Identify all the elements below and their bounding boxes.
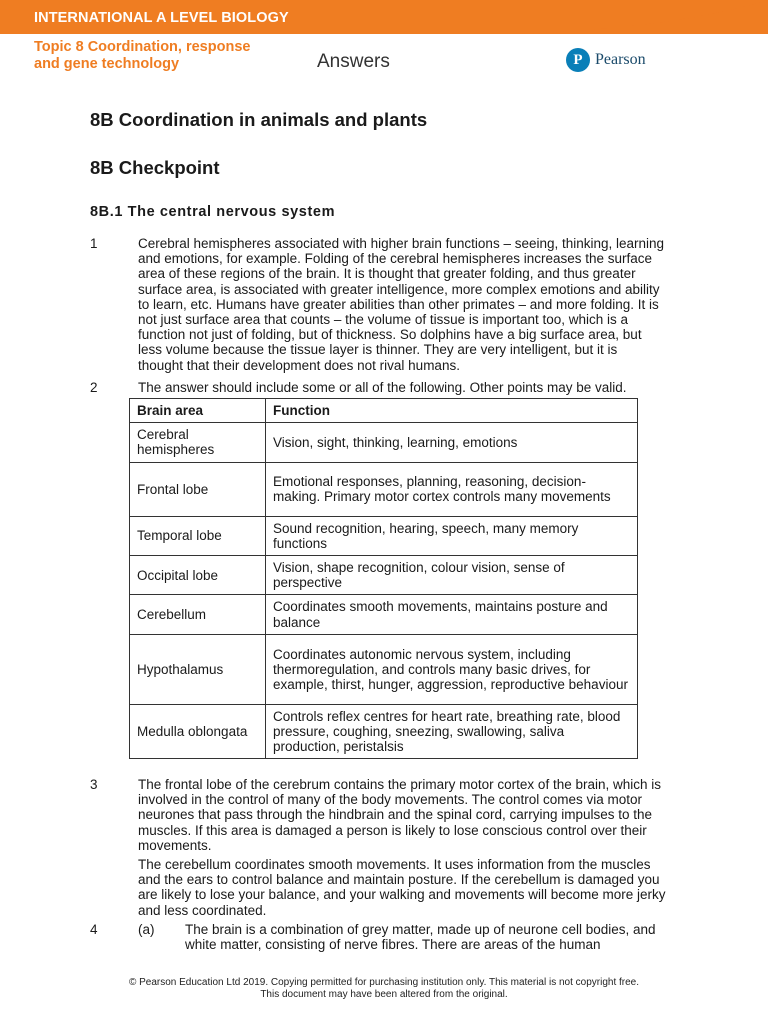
table-row xyxy=(130,462,638,516)
question-2-number: 2 xyxy=(90,380,98,395)
table-cell-area: Occipital lobe xyxy=(130,556,266,595)
table-cell-function: Controls reflex centres for heart rate, breathing rate, blood pressure, coughing, sneezing, swallowing, saliva production, peristalsis xyxy=(266,704,638,759)
table-cell-area: Cerebral hemispheres xyxy=(130,423,266,462)
topic-heading xyxy=(34,39,250,73)
footer-line-1: © Pearson Education Ltd 2019. Copying permitted for purchasing institution only. This material is not copyright free. xyxy=(128,977,640,988)
question-3-answer-para-2: The cerebellum coordinates smooth movements. It uses information from the muscles and the ears to control balance and maintain posture. If the cerebellum is damaged you are likely to lose your balance, and your walking and movements will become more jerky and less coordinated. xyxy=(138,857,666,918)
footer-line-2: This document may have been altered from the original. xyxy=(260,989,508,1000)
copyright-footer xyxy=(0,977,768,1001)
table-cell-function: Vision, sight, thinking, learning, emotions xyxy=(266,423,638,462)
table-row xyxy=(130,595,638,634)
question-1-answer: Cerebral hemispheres associated with higher brain functions – seeing, thinking, learning and emotions, for example. Folding of the cerebral hemispheres increases the surface area of these regions of the brain. It is thought that greater folding, and thus greater surface area, is associated with greater intelligence, more complex emotions and ability to learn, etc. Humans have greater abilities than other primates – and more folding. It is not just surface area that counts – the volume of tissue is important too, which is a function not just of folding, but of thickness. So dolphins have a big surface area, but less volume because the tissue layer is thinner. They are very intelligent, but it is thought that their development does not rival humans. xyxy=(138,236,665,373)
table-cell-function: Emotional responses, planning, reasoning, decision-making. Primary motor cortex controls many movements xyxy=(266,462,638,516)
table-row xyxy=(130,423,638,462)
topic-line-2: and gene technology xyxy=(34,56,180,72)
doc-type-label: Answers xyxy=(317,51,390,72)
table-cell-function: Coordinates smooth movements, maintains posture and balance xyxy=(266,595,638,634)
table-header-function: Function xyxy=(266,399,638,423)
brain-area-table xyxy=(129,398,638,759)
table-row xyxy=(130,556,638,595)
question-3-answer-para-1: The frontal lobe of the cerebrum contains the primary motor cortex of the brain, which is involved in the control of many of the body movements. The control comes via motor neurones that pass through the hindbrain and the spinal cord, carrying impulses to the muscles. If this area is damaged a person is likely to lose conscious control over their movements. xyxy=(138,777,661,853)
table-cell-function: Coordinates autonomic nervous system, including thermoregulation, and controls many basic drives, for example, thirst, hunger, aggression, reproductive behaviour xyxy=(266,634,638,704)
question-4-number: 4 xyxy=(90,922,98,937)
table-cell-area: Cerebellum xyxy=(130,595,266,634)
table-cell-function: Vision, shape recognition, colour vision, sense of perspective xyxy=(266,556,638,595)
question-2-intro: The answer should include some or all of the following. Other points may be valid. xyxy=(138,380,627,395)
table-cell-area: Hypothalamus xyxy=(130,634,266,704)
subject-title: INTERNATIONAL A LEVEL BIOLOGY xyxy=(34,10,289,26)
topic-line-1: Topic 8 Coordination, response xyxy=(34,39,251,55)
pearson-logo-text: Pearson xyxy=(595,51,646,68)
pearson-logo xyxy=(566,47,646,73)
table-cell-area: Frontal lobe xyxy=(130,462,266,516)
pearson-logo-icon: P xyxy=(566,48,590,72)
subsection-title: 8B.1 The central nervous system xyxy=(90,204,336,220)
table-header-brain-area: Brain area xyxy=(130,399,266,423)
table-row xyxy=(130,634,638,704)
section-title: 8B Coordination in animals and plants xyxy=(90,109,428,130)
table-header-row xyxy=(130,399,638,423)
question-1-number: 1 xyxy=(90,236,98,251)
table-cell-area: Temporal lobe xyxy=(130,516,266,555)
table-cell-function: Sound recognition, hearing, speech, many memory functions xyxy=(266,516,638,555)
question-4-part-label: (a) xyxy=(138,922,155,937)
table-row xyxy=(130,516,638,555)
table-cell-area: Medulla oblongata xyxy=(130,704,266,759)
question-4a-answer: The brain is a combination of grey matter, made up of neurone cell bodies, and white matter, consisting of nerve fibres. There are areas of the human xyxy=(185,922,656,953)
table-row xyxy=(130,704,638,759)
question-3-number: 3 xyxy=(90,777,98,792)
checkpoint-title: 8B Checkpoint xyxy=(90,157,220,178)
